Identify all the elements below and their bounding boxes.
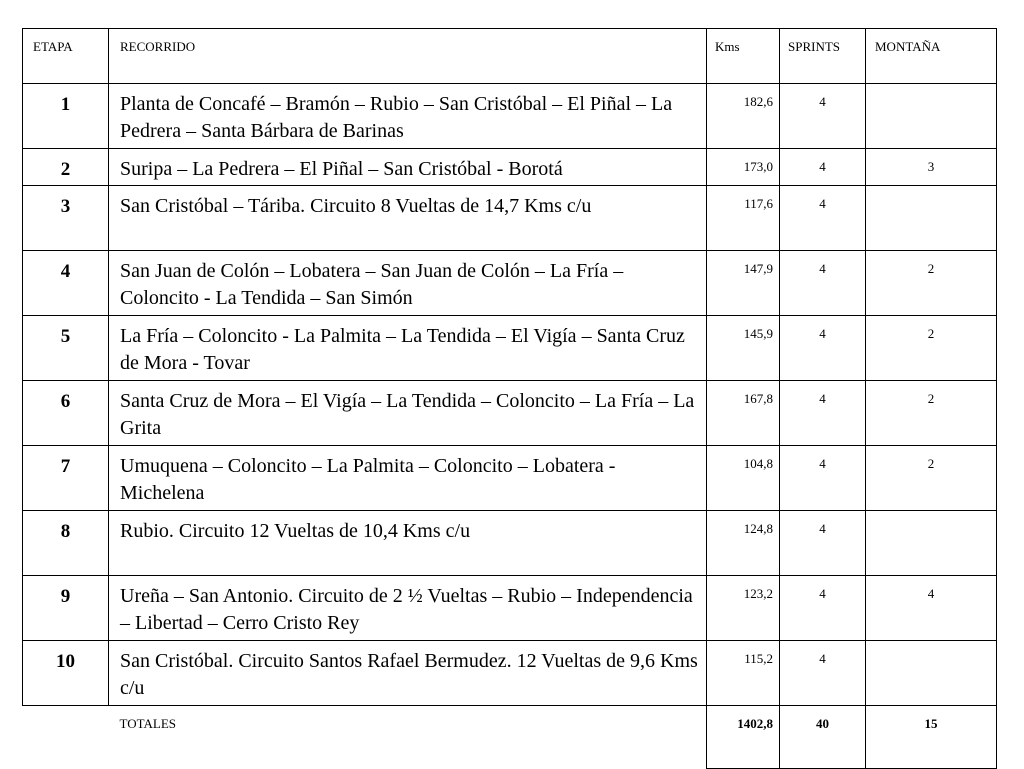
totals-spacer (23, 706, 109, 769)
stage-number: 2 (23, 149, 109, 186)
totals-sprints: 40 (780, 706, 866, 769)
stage-number: 7 (23, 446, 109, 511)
stage-montana: 3 (866, 149, 997, 186)
header-montana: MONTAÑA (866, 29, 997, 84)
stage-sprints: 4 (780, 576, 866, 641)
stage-number: 8 (23, 511, 109, 576)
stage-number: 6 (23, 381, 109, 446)
header-etapa: ETAPA (23, 29, 109, 84)
header-row (23, 29, 997, 84)
stage-montana: 2 (866, 446, 997, 511)
stage-montana (866, 186, 997, 251)
stage-kms: 145,9 (707, 316, 780, 381)
stage-montana: 4 (866, 576, 997, 641)
stage-kms: 173,0 (707, 149, 780, 186)
stage-route: San Cristóbal. Circuito Santos Rafael Bermudez. 12 Vueltas de 9,6 Kms c/u (109, 641, 707, 706)
table-row (23, 511, 997, 576)
stage-sprints: 4 (780, 84, 866, 149)
stage-route: San Juan de Colón – Lobatera – San Juan de Colón – La Fría – Coloncito - La Tendida – San Simón (109, 251, 707, 316)
stage-number: 10 (23, 641, 109, 706)
stage-kms: 124,8 (707, 511, 780, 576)
table-row (23, 576, 997, 641)
stage-kms: 123,2 (707, 576, 780, 641)
totals-row (23, 706, 997, 769)
stage-route: Rubio. Circuito 12 Vueltas de 10,4 Kms c/u (109, 511, 707, 576)
stages-table (22, 28, 997, 769)
stage-sprints: 4 (780, 511, 866, 576)
stage-route: Ureña – San Antonio. Circuito de 2 ½ Vueltas – Rubio – Independencia – Libertad – Cerro Cristo Rey (109, 576, 707, 641)
stage-montana (866, 641, 997, 706)
table-row (23, 641, 997, 706)
header-recorrido: RECORRIDO (109, 29, 707, 84)
stage-number: 1 (23, 84, 109, 149)
stage-route: San Cristóbal – Táriba. Circuito 8 Vueltas de 14,7 Kms c/u (109, 186, 707, 251)
stage-number: 5 (23, 316, 109, 381)
table-row (23, 316, 997, 381)
header-kms: Kms (707, 29, 780, 84)
stage-sprints: 4 (780, 446, 866, 511)
stage-number: 9 (23, 576, 109, 641)
stage-montana (866, 511, 997, 576)
stage-route: Santa Cruz de Mora – El Vigía – La Tendida – Coloncito – La Fría – La Grita (109, 381, 707, 446)
stage-montana (866, 84, 997, 149)
stage-sprints: 4 (780, 641, 866, 706)
stage-sprints: 4 (780, 149, 866, 186)
stage-kms: 117,6 (707, 186, 780, 251)
stage-montana: 2 (866, 381, 997, 446)
stage-kms: 115,2 (707, 641, 780, 706)
totals-montana: 15 (866, 706, 997, 769)
table-row (23, 186, 997, 251)
table-row (23, 251, 997, 316)
stage-number: 4 (23, 251, 109, 316)
stage-kms: 147,9 (707, 251, 780, 316)
stage-route: Umuquena – Coloncito – La Palmita – Coloncito – Lobatera - Michelena (109, 446, 707, 511)
stage-kms: 104,8 (707, 446, 780, 511)
totals-label: TOTALES (109, 706, 707, 769)
stage-montana: 2 (866, 316, 997, 381)
stage-route: Planta de Concafé – Bramón – Rubio – San Cristóbal – El Piñal – La Pedrera – Santa Bárbara de Barinas (109, 84, 707, 149)
stage-kms: 182,6 (707, 84, 780, 149)
stage-montana: 2 (866, 251, 997, 316)
table-row (23, 84, 997, 149)
stage-sprints: 4 (780, 381, 866, 446)
table-row (23, 446, 997, 511)
totals-kms: 1402,8 (707, 706, 780, 769)
stage-sprints: 4 (780, 251, 866, 316)
stage-kms: 167,8 (707, 381, 780, 446)
stage-route: La Fría – Coloncito - La Palmita – La Tendida – El Vigía – Santa Cruz de Mora - Tovar (109, 316, 707, 381)
header-sprints: SPRINTS (780, 29, 866, 84)
stage-route: Suripa – La Pedrera – El Piñal – San Cristóbal - Borotá (109, 149, 707, 186)
stage-number: 3 (23, 186, 109, 251)
stage-sprints: 4 (780, 186, 866, 251)
table-row (23, 381, 997, 446)
stage-sprints: 4 (780, 316, 866, 381)
table-row (23, 149, 997, 186)
